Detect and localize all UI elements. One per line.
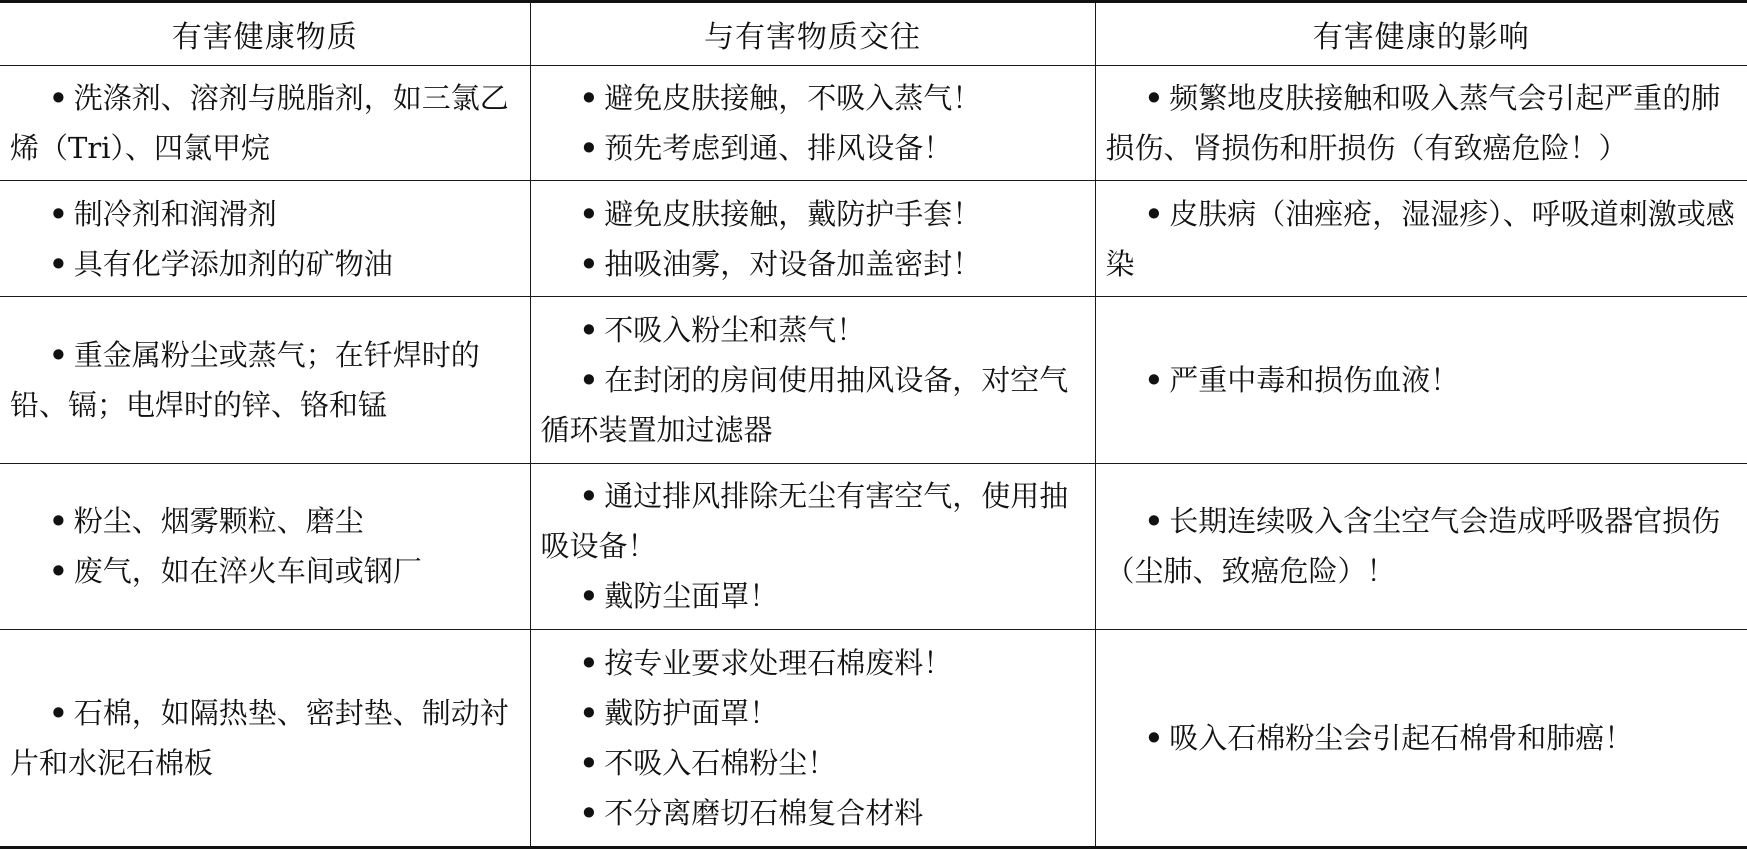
header-substances: 有害健康物质 [0,2,530,66]
bullet-text: 在封闭的房间使用抽风设备，对空气循环装置加过滤器 [540,362,1069,447]
bullet-text: 避免皮肤接触，戴防护手套！ [604,196,982,231]
bullet-item [541,738,1085,788]
bullet-icon: • [1144,362,1164,397]
cell-handling [530,463,1095,630]
cell-substances [0,296,530,463]
bullet-text: 按专业要求处理石棉废料！ [604,646,953,681]
cell-effects [1095,296,1747,463]
bullet-item [541,239,1085,289]
bullet-text: 洗涤剂、溶剂与脱脂剂，如三氯乙烯（Tri）、四氯甲烷 [10,81,509,166]
bullet-item [541,571,1085,621]
bullet-icon: • [579,196,599,231]
bullet-icon: • [49,696,68,731]
bullet-text: 不吸入粉尘和蒸气！ [604,312,866,347]
table-row [0,630,1747,848]
bullet-text: 不分离磨切石棉复合材料 [604,796,924,831]
bullet-text: 不吸入石棉粉尘！ [604,746,837,781]
header-handling: 与有害物质交往 [530,2,1095,66]
bullet-text: 石棉，如隔热垫、密封垫、制动衬片和水泥石棉板 [10,696,509,781]
bullet-item [10,239,520,289]
bullet-text: 皮肤病（油痤疮，湿湿疹）、呼吸道刺激或感染 [1105,196,1735,281]
bullet-icon: • [579,646,599,681]
bullet-item [541,471,1085,571]
bullet-icon: • [579,696,599,731]
bullet-item [10,496,520,546]
bullet-item [10,73,520,173]
bullet-text: 重金属粉尘或蒸气；在钎焊时的铅、镉；电焊时的锌、铬和锰 [10,337,480,422]
bullet-item [10,546,520,596]
bullet-icon: • [579,131,599,166]
cell-substances [0,66,530,181]
bullet-text: 严重中毒和损伤血液！ [1169,362,1460,397]
bullet-icon: • [49,246,68,281]
bullet-icon: • [579,362,599,397]
table-row [0,296,1747,463]
bullet-text: 抽吸油雾，对设备加盖密封！ [604,246,982,281]
cell-substances [0,630,530,848]
bullet-item [541,73,1085,123]
bullet-item [1106,189,1738,289]
cell-effects [1095,630,1747,848]
bullet-icon: • [579,479,599,514]
bullet-text: 制冷剂和润滑剂 [73,196,277,231]
bullet-icon: • [1144,504,1164,539]
bullet-icon: • [579,81,599,116]
bullet-icon: • [579,312,599,347]
bullet-icon: • [49,554,68,589]
bullet-item [541,189,1085,239]
bullet-icon: • [49,337,68,372]
bullet-icon: • [579,796,599,831]
bullet-icon: • [579,746,599,781]
bullet-item [10,189,520,239]
bullet-item [10,688,520,788]
bullet-text: 通过排风排除无尘有害空气，使用抽吸设备！ [540,479,1069,564]
bullet-icon: • [579,579,599,614]
bullet-icon: • [1144,721,1164,756]
bullet-text: 频繁地皮肤接触和吸入蒸气会引起严重的肺损伤、肾损伤和肝损伤（有致癌危险！） [1105,81,1721,166]
cell-effects [1095,463,1747,630]
bullet-item [10,330,520,430]
bullet-item [541,688,1085,738]
bullet-icon: • [49,504,68,539]
bullet-item [1106,496,1738,596]
table-row [0,463,1747,630]
bullet-item [1106,355,1738,405]
bullet-item [1106,73,1738,173]
bullet-icon: • [49,81,68,116]
cell-handling [530,181,1095,296]
bullet-icon: • [49,196,68,231]
table-row [0,66,1747,181]
table-row [0,181,1747,296]
bullet-text: 粉尘、烟雾颗粒、磨尘 [73,504,364,539]
cell-substances [0,463,530,630]
cell-handling [530,66,1095,181]
bullet-text: 具有化学添加剂的矿物油 [73,246,393,281]
bullet-text: 戴防护面罩！ [604,696,779,731]
bullet-item [541,123,1085,173]
bullet-item [541,355,1085,455]
bullet-text: 吸入石棉粉尘会引起石棉骨和肺癌！ [1169,721,1634,756]
bullet-text: 预先考虑到通、排风设备！ [604,131,953,166]
bullet-item [541,638,1085,688]
cell-effects [1095,66,1747,181]
cell-effects [1095,181,1747,296]
bullet-text: 长期连续吸入含尘空气会造成呼吸器官损伤（尘肺、致癌危险）！ [1105,504,1721,589]
table-header-row [0,2,1747,66]
header-effects: 有害健康的影响 [1095,2,1747,66]
bullet-icon: • [1144,81,1164,116]
cell-substances [0,181,530,296]
bullet-icon: • [1144,196,1164,231]
bullet-text: 避免皮肤接触，不吸入蒸气！ [604,81,982,116]
cell-handling [530,630,1095,848]
bullet-item [541,305,1085,355]
cell-handling [530,296,1095,463]
bullet-item [1106,713,1738,763]
bullet-text: 废气，如在淬火车间或钢厂 [73,554,422,589]
bullet-text: 戴防尘面罩！ [604,579,779,614]
bullet-item [541,788,1085,838]
bullet-icon: • [579,246,599,281]
